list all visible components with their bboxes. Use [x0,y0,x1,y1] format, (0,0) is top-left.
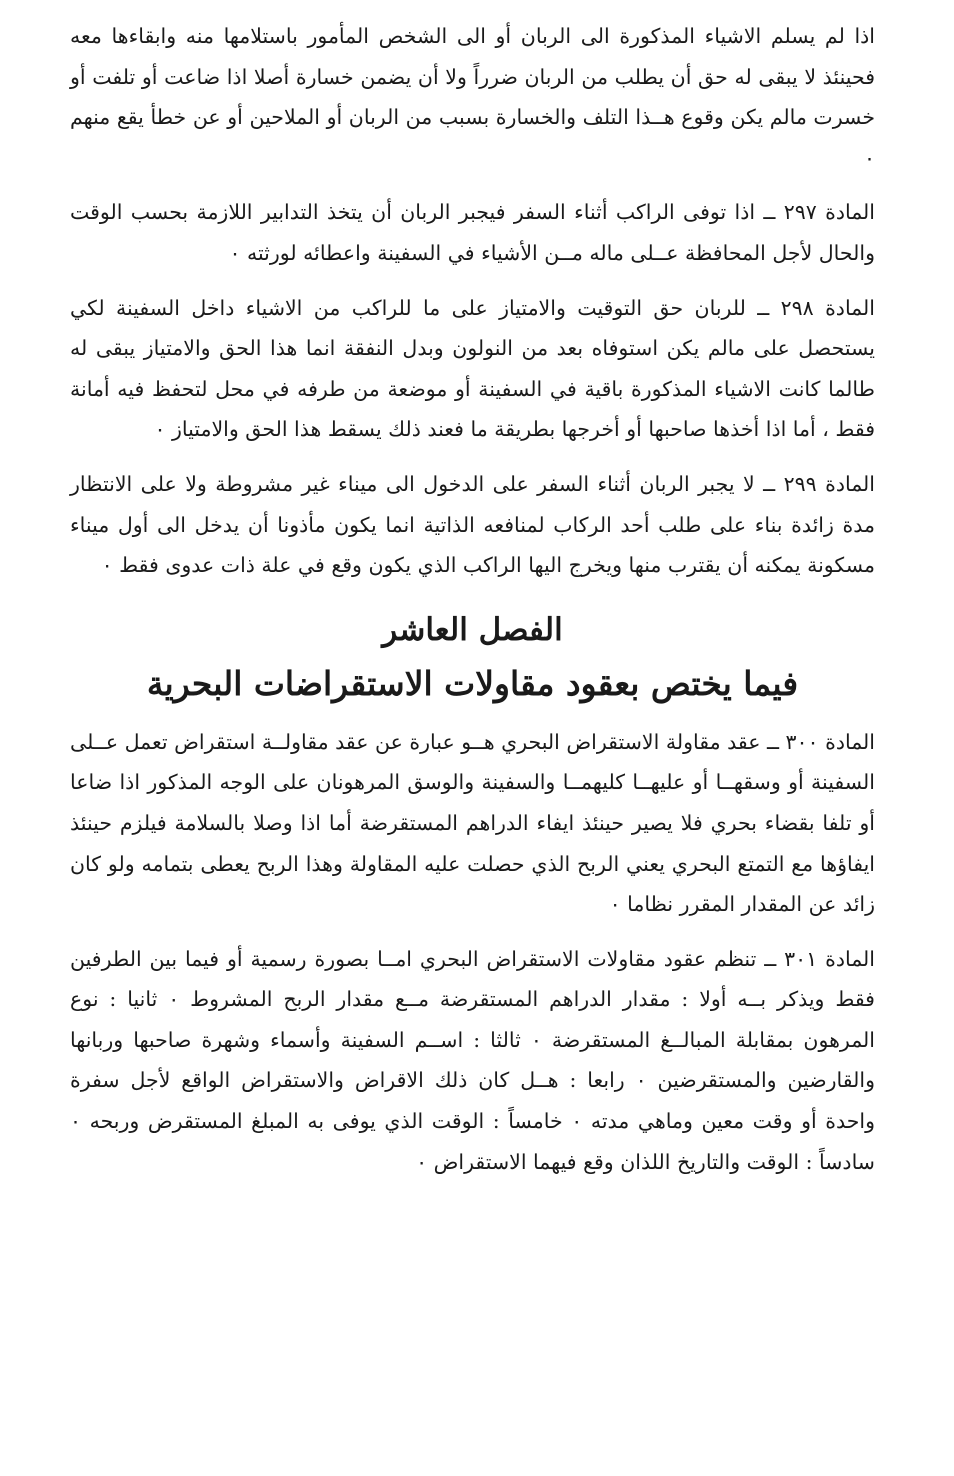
chapter-subtitle: فيما يختص بعقود مقاولات الاستقراضات البحرية [146,663,799,703]
paragraph-continuation: اذا لم يسلم الاشياء المذكورة الى الربان أو الى الشخص المأمور باستلامها منه وابقاءها معه فحينئذ لا يبقى له حق أن يطلب من الربان ضرراً ولا أن يضمن خسارة أصلا اذا ضاعت أو تلفت أو خسرت مالم يكن وقوع هــذا التلف والخسارة بسبب من الربان أو الملاحين أو عن خطأ يقع منهم ٠ [70,24,875,170]
article-298: المادة ٢٩٨ ــ للربان حق التوقيت والامتياز على ما للراكب من الاشياء داخل السفينة لكي يستحصل على مالم يكن استوفاه بعد من النولون وبدل النفقة انما هذا الحق والامتياز يبقى له طالما كانت الاشياء المذكورة باقية في السفينة أو موضعة من طرفه في محل لتحفظ فيه أمانة فقط ، أما اذا أخذها صاحبها أو أخرجها بطريقة ما فعند ذلك يسقط هذا الحق والامتياز ٠ [70,295,875,442]
paragraph-gap [70,274,875,288]
article-301: المادة ٣٠١ ــ تنظم عقود مقاولات الاستقراض البحري امــا بصورة رسمية أو فيما بين الطرفين فقط ويذكر بــه أولا : مقدار الدراهم المستقرضة مــع مقدار الربح المشروط ٠ ثانيا : نوع المرهون بمقابلة المبالــغ المستقرضة ٠ ثالثا : اســم السفينة وأسماء وشهرة صاحبها وربانها والقارضين والمستقرضين ٠ رابعا : هــل كان ذلك الاقراض والاستقراض الواقع لأجل سفرة واحدة أو وقت معين وماهي مدته ٠ خامساً : الوقت الذي يوفى به المبلغ المستقرض وربحه ٠ سادساً : الوقت والتاريخ اللذان وقع فيهما الاستقراض ٠ [70,946,876,1174]
paragraph-gap [70,450,875,464]
article-300: المادة ٣٠٠ ــ عقد مقاولة الاستقراض البحري هــو عبارة عن عقد مقاولــة استقراض تعمل عــلى السفينة أو وسقهــا أو عليهــا كليهمــا والسفينة والوسق المرهونان على الوجه المذكور اذا ضاعا أو تلفا بقضاء بحري فلا يصير حينئذ ايفاء الدراهم المستقرضة أما اذا وصلا بالسلامة فيلزم حينئذ ايفاؤها مع التمتع البحري يعني الربح الذي حصلت عليه المقاولة وهذا الربح يعطى بتمامه ولو كان زائد عن المقدار المقرر نظاما ٠ [70,729,875,917]
article-297: المادة ٢٩٧ ــ اذا توفى الراكب أثناء السفر فيجبر الربان أن يتخذ التدابير اللازمة بحسب الوقت والحال لأجل المحافظة عــلى ماله مــن الأشياء في السفينة واعطائه لورثته ٠ [70,200,875,265]
document-page [70,16,875,1182]
chapter-title: الفصل العاشر [382,611,563,648]
paragraph-gap [70,178,875,192]
article-299: المادة ٢٩٩ ــ لا يجبر الربان أثناء السفر على الدخول الى ميناء غير مشروطة ولا على الانتظار مدة زائدة بناء على طلب أحد الركاب لمنافعه الذاتية انما يكون مأذونا أن يدخل الى أول ميناء مسكونة يمكنه أن يقترب منها ويخرج اليها الراكب الذي يكون وقع في علة ذات عدوى فقط ٠ [70,471,875,578]
paragraph-gap [70,925,875,939]
